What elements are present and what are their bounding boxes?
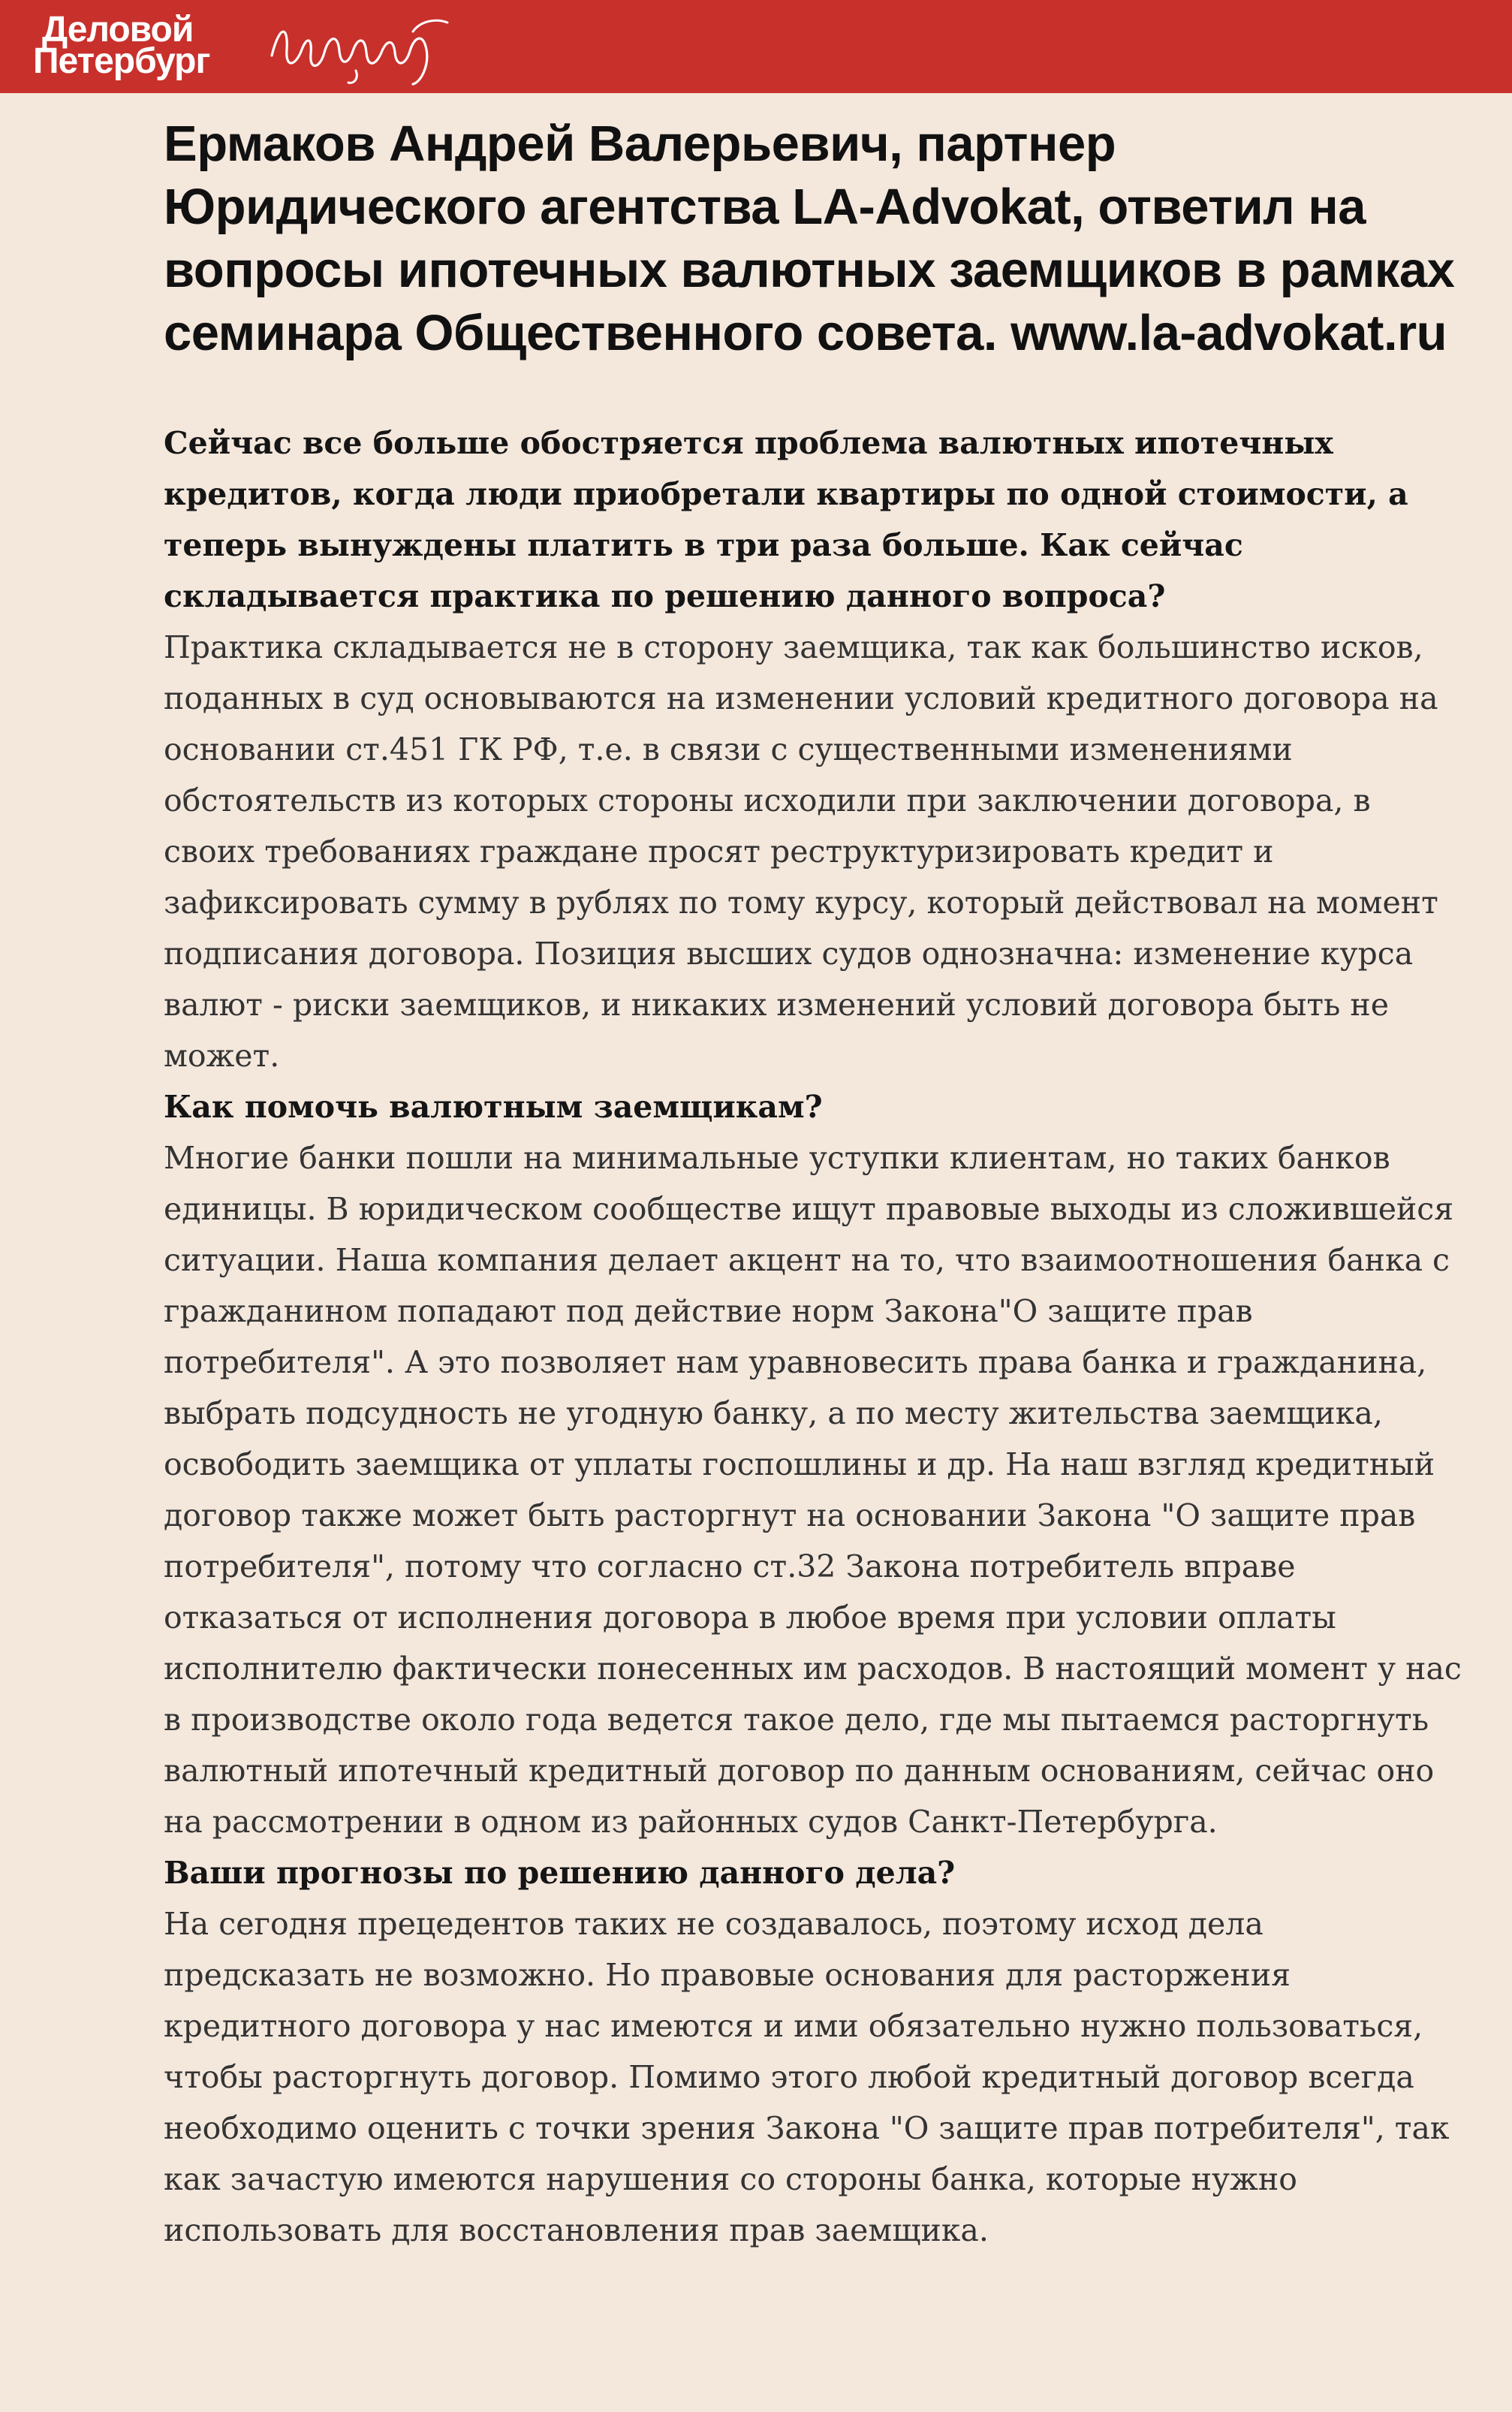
- question-text: Как помочь валютным заемщикам?: [164, 1089, 823, 1125]
- answer-text: Практика складывается не в сторону заемщика, так как большинство исков, поданных в суд основываются на изменении условий кредитного договора на основании ст.451 ГК РФ, т.е. в связи с существенными изменениями обстоятельств из которых стороны исходили при заключении договора, в своих требованиях граждане просят реструктуризировать кредит и зафиксировать сумму в рублях по тому курсу, который действовал на момент подписания договора. Позиция высших судов однозначна: изменение курса валют - риски заемщиков, и никаких изменений условий договора быть не может.: [164, 629, 1438, 1074]
- logo-script-icon: [266, 11, 453, 86]
- header-bar: [0, 0, 1512, 93]
- article: [164, 113, 1470, 2256]
- answer-text: На сегодня прецедентов таких не создавалось, поэтому исход дела предсказать не возможно. Но правовые основания для расторжения кредитного договора у нас имеются и ими обязательно нужно пользоваться, чтобы расторгнуть договор. Помимо этого любой кредитный договор всегда необходимо оценить с точки зрения Закона "О защите прав потребителя", так как зачастую имеются нарушения со стороны банка, которые нужно использовать для восстановления прав заемщика.: [164, 1906, 1450, 2248]
- logo-script-text: [33, 6, 34, 7]
- article-headline: Ермаков Андрей Валерьевич, партнер Юридического агентства LA-Advokat, ответил на вопросы ипотечных валютных заемщиков в рамках семинара Общественного совета. www.la-advokat.ru: [164, 116, 1455, 361]
- site-logo[interactable]: [33, 6, 453, 89]
- logo-line-1: Деловой: [42, 10, 194, 50]
- qa-block: [164, 1847, 1470, 2256]
- question-text: Ваши прогнозы по решению данного дела?: [164, 1855, 956, 1891]
- question-text: Сейчас все больше обостряется проблема валютных ипотечных кредитов, когда люди приобретали квартиры по одной стоимости, а теперь вынуждены платить в три раза больше. Как сейчас складывается практика по решению данного вопроса?: [164, 425, 1408, 614]
- qa-block: [164, 418, 1470, 1081]
- article-body: [164, 418, 1470, 2256]
- qa-block: [164, 1081, 1470, 1847]
- logo-line-2: Петербург: [33, 41, 210, 81]
- answer-text: Многие банки пошли на минимальные уступки клиентам, но таких банков единицы. В юридическом сообществе ищут правовые выходы из сложившейся ситуации. Наша компания делает акцент на то, что взаимоотношения банка с гражданином попадают под действие норм Закона"О защите прав потребителя". А это позволяет нам уравновесить права банка и гражданина, выбрать подсудность не угодную банку, а по месту жительства заемщика, освободить заемщика от уплаты госпошлины и др. На наш взгляд кредитный договор также может быть расторгнут на основании Закона "О защите прав потребителя", потому что согласно ст.32 Закона потребитель вправе отказаться от исполнения договора в любое время при условии оплаты исполнителю фактически понесенных им расходов. В настоящий момент у нас в производстве около года ведется такое дело, где мы пытаемся расторгнуть валютный ипотечный кредитный договор по данным основаниям, сейчас оно на рассмотрении в одном из районных судов Санкт-Петербурга.: [164, 1140, 1462, 1840]
